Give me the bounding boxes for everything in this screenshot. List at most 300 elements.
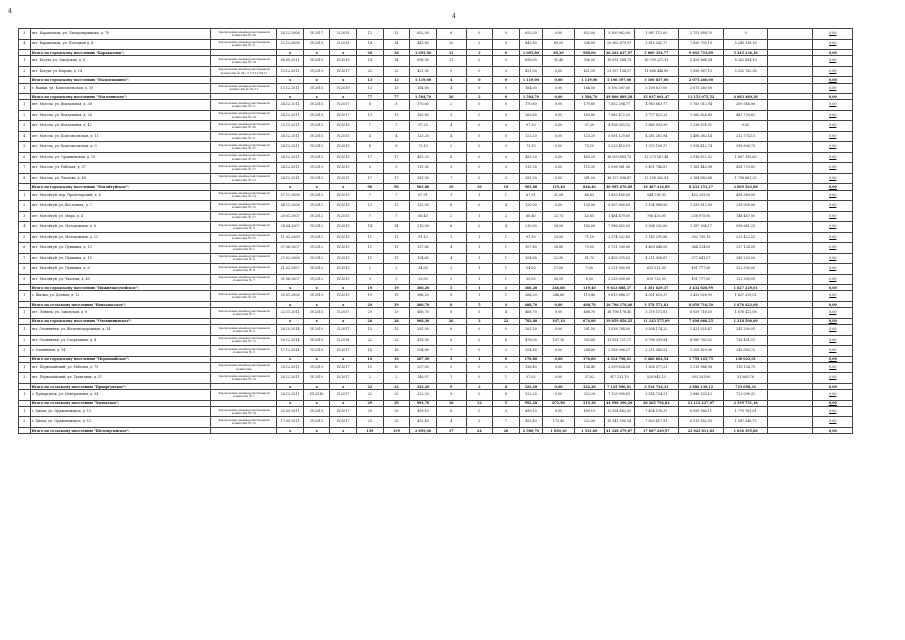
table-cell: 1 <box>493 285 520 291</box>
table-cell: х <box>330 301 357 307</box>
table-cell: 0 <box>493 83 520 94</box>
table-cell: 9 <box>436 66 466 77</box>
table-cell: 164,00 <box>410 83 437 94</box>
table-cell: 0,00 <box>813 335 853 346</box>
table-cell: IV.2015 <box>303 142 330 153</box>
table-cell <box>768 362 813 373</box>
table-cell: 0,00 <box>813 66 853 77</box>
table-cell: 0,00 <box>543 152 575 163</box>
table-cell: 1 <box>19 325 31 336</box>
table-cell: 24.12.2011 <box>277 152 304 163</box>
table-cell: 12 <box>357 29 384 40</box>
table-cell: 303 795,19 <box>679 232 724 243</box>
table-cell: 77 <box>357 94 384 100</box>
table-cell: 14 <box>383 56 410 67</box>
table-cell: 19 <box>357 285 384 291</box>
table-cell: 28,80 <box>543 243 575 254</box>
table-cell: 11.03.2009 <box>277 232 304 243</box>
table-cell: х <box>303 77 330 83</box>
table-cell: 1 <box>493 243 520 254</box>
table-cell: 4 281 283,94 <box>634 131 679 142</box>
table-cell: 1 <box>19 100 31 111</box>
table-cell: 16 <box>436 400 466 406</box>
table-cell: IV.2017 <box>330 406 357 417</box>
table-cell: 0,00 <box>813 285 853 291</box>
table-cell: 0,00 <box>813 131 853 142</box>
table-cell: 1 <box>436 232 466 243</box>
table-cell: 1 547 046,73 <box>723 417 768 428</box>
table-cell: 17 687 229,97 <box>634 427 679 433</box>
table-cell: 2 <box>466 39 493 50</box>
table-cell: 2 <box>466 56 493 67</box>
table-cell: 176,60 <box>519 356 542 362</box>
table-cell <box>768 131 813 142</box>
table-cell: 1 399 612,00 <box>679 201 724 212</box>
table-cell: 7 <box>19 253 31 264</box>
table-cell: 3 194 968,00 <box>634 201 679 212</box>
table-cell: IV.2015 <box>330 253 357 264</box>
table-cell: 29 <box>357 301 384 307</box>
table-cell: 0,00 <box>813 362 853 373</box>
table-cell: 13 <box>383 201 410 212</box>
table-cell: 6 519 182,59 <box>679 417 724 428</box>
table-cell: 3 466 604,54 <box>634 356 679 362</box>
table-cell: 366,20 <box>410 291 437 302</box>
table-cell: 1 783 912,94 <box>679 100 724 111</box>
table-cell: 0 <box>466 325 493 336</box>
table-cell: 49 806 889,28 <box>605 94 633 99</box>
table-cell: х <box>277 427 304 433</box>
table-cell: 79,00 <box>574 243 604 254</box>
table-cell: 5 777 422,23 <box>634 110 679 121</box>
table-cell: 27,00 <box>543 264 575 275</box>
table-cell: 782,80 <box>519 318 542 324</box>
table-cell: IV.2015 <box>330 264 357 275</box>
table-cell: IV.2012 <box>303 201 330 212</box>
table-cell: 1 627 229,01 <box>723 291 768 302</box>
table-cell: IV.2012 <box>303 211 330 222</box>
table-cell: 7 850 795,19 <box>679 39 724 50</box>
table-cell: 0,00 <box>543 362 575 373</box>
table-cell: 0,00 <box>543 163 575 174</box>
table-cell: 0,00 <box>813 417 853 428</box>
table-cell: 17.12.2014 <box>277 346 304 357</box>
table-cell: 2 <box>436 142 466 153</box>
table-cell: 322,20 <box>574 390 604 401</box>
table-cell: Заключение межведомственной комиссии № 3 <box>211 325 277 336</box>
table-cell: IV.2017 <box>330 373 357 384</box>
table-cell: 7,00 <box>574 264 604 275</box>
table-cell: 0,00 <box>813 50 853 56</box>
table-cell: 1 431 925,47 <box>679 325 724 336</box>
table-cell: пгт. Могоча, ул. Вокзальная, д. 42 <box>30 121 211 132</box>
table-cell: 122 500,00 <box>723 264 768 275</box>
table-cell: 432 293,92 <box>679 190 724 201</box>
table-cell: Заключение межведомственной комиссии № 14 <box>211 110 277 121</box>
table-cell: 0,00 <box>543 100 575 111</box>
table-cell: 992,20 <box>519 400 542 406</box>
table-cell: 245 203,50 <box>723 253 768 264</box>
table-cell: Заключение межведомственной комиссии № 10 <box>211 406 277 417</box>
table-cell: 33,00 <box>519 274 542 285</box>
table-cell: 07.11.2008 <box>277 190 304 201</box>
table-cell: 0 <box>493 356 520 362</box>
table-cell: 1 <box>19 190 31 201</box>
table-cell: IV.2015 <box>330 222 357 233</box>
table-cell: 1 <box>466 253 493 264</box>
table-cell: IV.2015 <box>303 66 330 77</box>
table-cell: 738 451,21 <box>723 335 768 346</box>
table-cell: 24.12.2006 <box>277 29 304 40</box>
table-cell: 8 059 716,50 <box>679 301 724 307</box>
table-cell: 66,40 <box>410 211 437 222</box>
table-cell: 212 774,13 <box>723 131 768 142</box>
table-cell: 498 369,00 <box>723 190 768 201</box>
table-cell: х <box>303 318 330 324</box>
table-cell: пгт. Могойтуй, ул. Пушкина, д. 13 <box>30 243 211 254</box>
table-cell: IV.2015 <box>303 100 330 111</box>
table-cell: 29 <box>383 406 410 417</box>
table-cell: 336,00 <box>574 39 604 50</box>
table-cell: 0 <box>466 121 493 132</box>
table-cell: IV.2015 <box>303 417 330 428</box>
table-cell: 22.11.2011 <box>277 308 304 319</box>
table-cell: 204,80 <box>410 346 437 357</box>
table-cell: Заключение межведомственной комиссии № 26 <box>211 121 277 132</box>
table-row <box>19 142 894 153</box>
table-cell: 216 000,00 <box>723 201 768 212</box>
table-cell: IV.2015 <box>330 243 357 254</box>
table-cell: 9 613 888,37 <box>604 285 634 291</box>
table-cell: 1 <box>493 190 520 201</box>
table-cell: 107,10 <box>543 318 575 324</box>
table-cell: 97,20 <box>410 121 437 132</box>
table-cell: 4 <box>436 243 466 254</box>
table-cell <box>19 427 31 433</box>
table-cell: 3 514 724,31 <box>634 390 679 401</box>
table-cell: 210,00 <box>519 222 542 233</box>
table-cell: 8 <box>19 264 31 275</box>
table-cell: 1 751 958,70 <box>679 29 724 40</box>
table-cell: 115,30 <box>519 163 542 174</box>
table-cell: 544 738,00 <box>634 190 679 201</box>
table-cell: Итого по городскому поселению "Могочинское": <box>30 94 211 100</box>
table-cell <box>768 335 813 346</box>
table-cell: 1 676 422,08 <box>723 308 768 319</box>
table-cell: 6 <box>436 325 466 336</box>
table-cell: 0,00 <box>813 390 853 401</box>
table-cell: IV.2017 <box>330 346 357 357</box>
table-cell: 2 <box>383 373 410 384</box>
table-cell: 30 995 670,89 <box>605 185 633 190</box>
table-cell: 20,00 <box>543 232 575 243</box>
table-cell: 492,40 <box>410 417 437 428</box>
table-cell: х <box>303 94 330 100</box>
table-cell: 4 <box>19 222 31 233</box>
table-cell: 11 <box>383 232 410 243</box>
table-cell: 3 504 174,22 <box>634 325 679 336</box>
table-cell: 1 <box>493 232 520 243</box>
table-cell: 468,70 <box>410 301 437 307</box>
table-cell: 393 281,00 <box>679 373 724 384</box>
table-cell: 14 <box>383 222 410 233</box>
table-cell: IV.2015 <box>330 201 357 212</box>
table-cell: 281,50 <box>519 325 542 336</box>
table-cell: 4 <box>436 253 466 264</box>
table-cell: IV.2017 <box>303 29 330 40</box>
table-cell: 672,90 <box>543 400 575 406</box>
table-cell: 3 514 724,31 <box>634 383 679 389</box>
table-cell: 698,00 <box>519 56 542 67</box>
table-cell: 1 <box>466 274 493 285</box>
table-cell: 2 211 365,51 <box>634 346 679 357</box>
table-cell: пгт. Могойтуй, ул. Восточная, д. 7 <box>30 201 211 212</box>
table-cell: Заключение межведомственной комиссии № 22 <box>211 152 277 163</box>
table-cell: 992,70 <box>410 400 437 406</box>
table-cell: 0,00 <box>543 201 575 212</box>
table-cell: 1 119,00 <box>410 77 437 83</box>
table-cell: 170,60 <box>519 100 542 111</box>
table-cell: 8 <box>436 406 466 417</box>
table-cell: IV.2015 <box>303 110 330 121</box>
table-cell: 22 <box>357 335 384 346</box>
table-cell: 1 584,70 <box>574 94 604 100</box>
table-cell: 0,00 <box>543 66 575 77</box>
table-cell: 136,40 <box>574 362 604 373</box>
table-cell: 482 730,61 <box>723 110 768 121</box>
table-cell: 1 213 964,98 <box>679 362 724 373</box>
table-cell: Итого по сельскому поселению "Новоспасское": <box>30 301 211 307</box>
table-cell: 0,00 <box>543 131 575 142</box>
table-cell: 1 <box>436 190 466 201</box>
table-cell: 3 813 242,77 <box>634 39 679 50</box>
table-cell: 41 328 279,87 <box>605 428 633 433</box>
table-row <box>19 100 894 111</box>
table-cell: 11 951 721,17 <box>604 335 634 346</box>
table-row <box>19 173 894 184</box>
table-cell: 07.08.2007 <box>277 243 304 254</box>
table-cell: 306,00 <box>574 56 604 67</box>
table-cell: IV.2015 <box>303 83 330 94</box>
table-cell: 19 <box>383 291 410 302</box>
table-cell: IV.2019 <box>330 56 357 67</box>
table-cell: 176,60 <box>574 356 604 362</box>
table-cell: 443,80 <box>519 39 542 50</box>
table-cell: 13.12.2011 <box>277 83 304 94</box>
table-cell: 322,20 <box>410 383 437 389</box>
table-cell: х <box>330 427 357 433</box>
table-cell: IV.2019 <box>330 83 357 94</box>
table-cell: 0,00 <box>543 346 575 357</box>
table-cell: 27.02.2008 <box>277 253 304 264</box>
table-cell <box>768 100 813 111</box>
table-cell: 1 858 567,13 <box>679 66 724 77</box>
table-cell: 3 <box>493 406 520 417</box>
table-cell: 26 <box>383 50 410 56</box>
table-body <box>19 29 894 434</box>
table-row <box>19 201 894 212</box>
table-cell: Заключение межведомственной комиссии № 14 <box>211 291 277 302</box>
table-cell: 1 584,70 <box>410 94 437 100</box>
table-cell: IV.2017 <box>330 110 357 121</box>
table-cell: 2 <box>383 264 410 275</box>
table-cell: 4 <box>436 417 466 428</box>
table-cell: 0,00 <box>813 243 853 254</box>
table-cell: 706 433,00 <box>634 211 679 222</box>
table-cell: 4 <box>436 83 466 94</box>
table-cell: 5 <box>493 400 520 406</box>
table-cell: Заключение межведомственной комиссии № 24 <box>211 29 277 40</box>
table-cell: 16 <box>383 346 410 357</box>
table-cell: 170,40 <box>543 417 575 428</box>
table-cell: 0,00 <box>813 400 853 406</box>
table-cell: 25.11.2011 <box>277 121 304 132</box>
table-cell: Заключение межведомственной комиссии № 27 <box>211 142 277 153</box>
table-cell: 241 200,05 <box>723 325 768 336</box>
table-cell: 1 187 904,17 <box>679 222 724 233</box>
table-cell: 0,00 <box>813 142 853 153</box>
table-cell: 17.09.2011 <box>277 417 304 428</box>
table-cell: 3 <box>493 346 520 357</box>
table-cell: 499,10 <box>410 406 437 417</box>
table-cell: 20 <box>436 94 466 100</box>
table-cell: 917 131,19 <box>604 373 634 384</box>
table-cell: 723 098,32 <box>723 390 768 401</box>
table-cell: пгт. Могоча, ул. Оранжевская, д. 19 <box>30 152 211 163</box>
table-cell: 1 <box>19 308 31 319</box>
table-cell: 0 <box>493 131 520 142</box>
table-cell: 3 886 130,12 <box>679 390 724 401</box>
table-cell <box>768 121 813 132</box>
table-cell: 0 <box>493 77 520 83</box>
table-cell: 10 <box>466 184 493 190</box>
table-cell: 7 404 576,37 <box>634 406 679 417</box>
table-cell: 4 <box>357 131 384 142</box>
table-cell <box>768 222 813 233</box>
table-cell: 5 190 397,00 <box>604 77 634 83</box>
table-cell: 1 360 824,49 <box>679 110 724 121</box>
table-cell: 0,00 <box>813 346 853 357</box>
table-cell: 7 <box>436 346 466 357</box>
table-cell <box>768 274 813 285</box>
table-cell: 246,80 <box>543 291 575 302</box>
table-cell: Заключение межведомственной комиссии № 18 <box>211 56 277 67</box>
table-cell: 6,50 <box>574 274 604 285</box>
table-cell: 34,00 <box>410 264 437 275</box>
table-cell: 3 432 028,99 <box>679 291 724 302</box>
table-cell: 4 211 956,87 <box>634 253 679 264</box>
table-cell: 120,00 <box>574 201 604 212</box>
table-cell: 0,00 <box>543 121 575 132</box>
table-cell: Заключение межведомственной комиссии № 12 <box>211 173 277 184</box>
table-cell: х <box>303 427 330 433</box>
table-cell: пгт. Могоча, ул. Комсомольская, д. 11 <box>30 131 211 142</box>
table-cell <box>723 83 768 94</box>
table-cell: 2 <box>19 417 31 428</box>
table-cell: 303,60 <box>574 335 604 346</box>
table-cell: 0,00 <box>813 83 853 94</box>
table-cell: 0 <box>493 152 520 163</box>
table-cell: 163,80 <box>410 110 437 121</box>
table-cell: 8 233 151,27 <box>679 184 724 190</box>
table-cell: IV.2015 <box>330 142 357 153</box>
table-cell: 2 255 000,00 <box>604 274 634 285</box>
table-cell: 17 <box>383 152 410 163</box>
table-cell: 8 <box>357 100 384 111</box>
table-cell: 3 432 028,99 <box>679 285 724 291</box>
table-cell: 7 <box>357 211 384 222</box>
table-cell: 13 <box>357 201 384 212</box>
table-cell: 3 <box>19 121 31 132</box>
table-cell: 24.12.2011 <box>277 131 304 142</box>
table-cell: х <box>303 301 330 307</box>
table-cell: 0,00 <box>813 56 853 67</box>
page-mark-top: 4 <box>452 13 456 20</box>
table-cell: пгт. Могойтуй, ул. Чкалова, д. 49 <box>30 274 211 285</box>
table-cell: г. Хилок, ул. Орджоникидзе, д. 12 <box>30 417 211 428</box>
table-cell: 846,40 <box>574 184 604 190</box>
table-cell: 12 <box>383 29 410 40</box>
table-cell: 21 112 227,07 <box>679 400 724 406</box>
table-cell: 17 <box>383 173 410 184</box>
table-row <box>19 308 894 319</box>
table-cell: 24.12.2011 <box>277 163 304 174</box>
table-cell: 968,30 <box>410 318 437 324</box>
table-cell: х <box>303 184 330 190</box>
table-cell: х <box>277 50 304 56</box>
table-cell <box>768 373 813 384</box>
table-cell <box>768 163 813 174</box>
table-cell: 7 603 417,91 <box>634 417 679 428</box>
table-cell: 8 <box>357 142 384 153</box>
table-cell <box>768 152 813 163</box>
table-cell: 492,40 <box>519 417 542 428</box>
table-row <box>19 131 894 142</box>
table-cell: 115,30 <box>410 163 437 174</box>
table-cell: 366,20 <box>519 285 542 291</box>
table-cell: 4 683 460,38 <box>723 94 768 100</box>
table-cell: 5 <box>436 356 466 362</box>
table-cell: 0 <box>493 94 520 100</box>
table-cell: 5 <box>436 285 466 291</box>
table-cell: 6 <box>19 243 31 254</box>
table-cell: 0,00 <box>813 152 853 163</box>
table-row <box>19 362 894 373</box>
table-cell: 5 <box>436 362 466 373</box>
table-cell: IV.2012 <box>303 253 330 264</box>
table-cell: IV.2012 <box>303 222 330 233</box>
table-row <box>19 29 894 40</box>
table-cell: 19 <box>436 184 466 190</box>
table-cell: 1 584,70 <box>519 94 542 100</box>
table-cell: 0 <box>493 163 520 174</box>
table-cell: 0 <box>493 173 520 184</box>
table-cell <box>768 325 813 336</box>
table-cell: 16 796 178,40 <box>605 302 633 307</box>
table-cell: пгт. Каракалпак, ул. Полоцкая д. 4 <box>30 39 211 50</box>
table-cell: 8 <box>493 383 520 389</box>
table-cell: 37,02 <box>519 373 542 384</box>
table-cell: 4 <box>493 308 520 319</box>
table-cell: 619 321,00 <box>634 264 679 275</box>
table-cell: 0,00 <box>813 291 853 302</box>
table-cell: IV.2012 <box>303 232 330 243</box>
table-cell: 1 050,10 <box>543 427 575 433</box>
table-cell: х <box>277 400 304 406</box>
table-cell: 2 <box>436 211 466 222</box>
table-cell: 0,00 <box>813 308 853 319</box>
table-cell: 322,20 <box>519 390 542 401</box>
